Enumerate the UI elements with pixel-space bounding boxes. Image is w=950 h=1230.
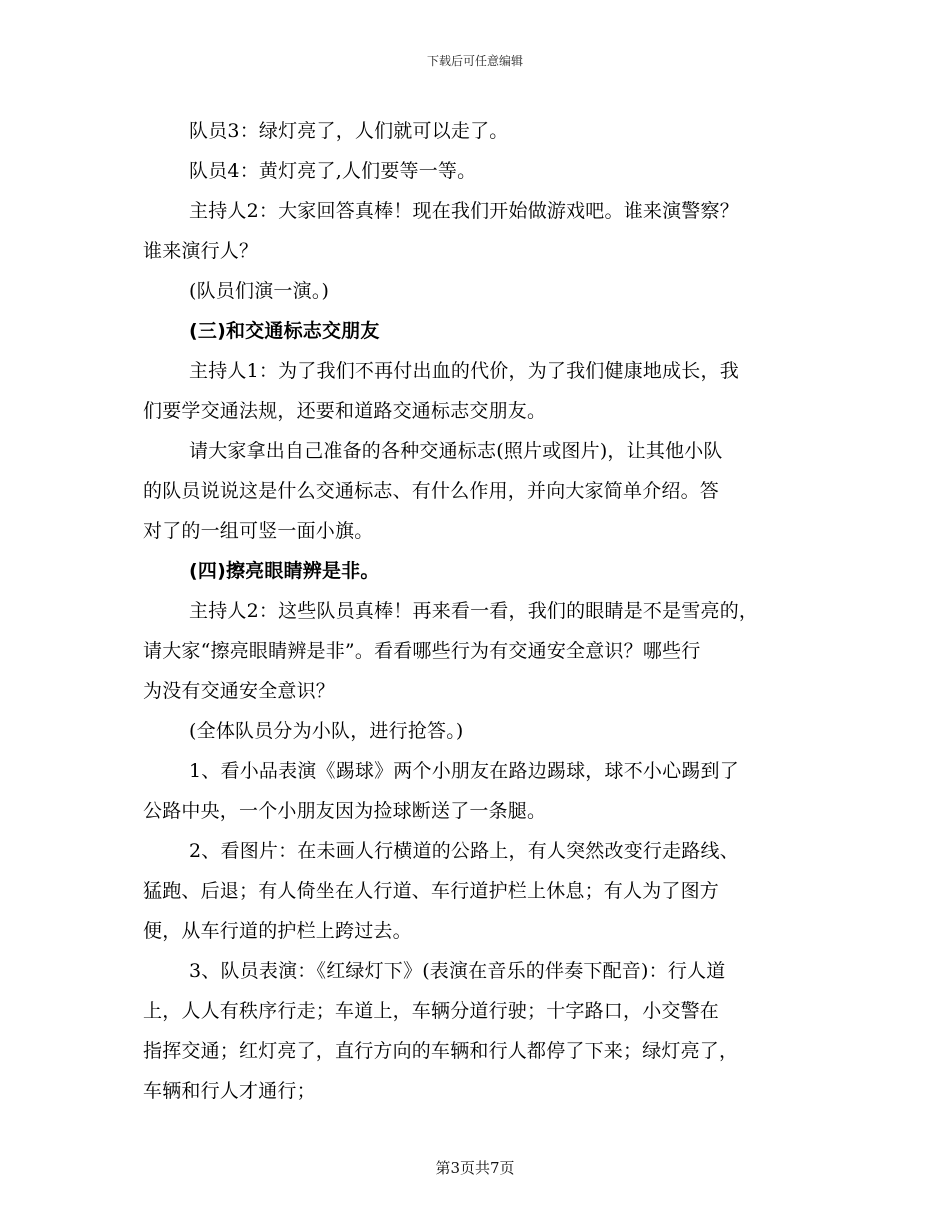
- paragraph-line: 上，人人有秩序行走；车道上，车辆分道行驶；十字路口，小交警在: [143, 1000, 720, 1022]
- paragraph-line: 1、看小品表演《踢球》两个小朋友在路边踢球，球不小心踢到了: [189, 760, 739, 782]
- paragraph-line: 队员3：绿灯亮了，人们就可以走了。: [189, 120, 509, 142]
- paragraph-line: 请大家“擦亮眼睛辨是非”。看看哪些行为有交通安全意识？哪些行: [143, 640, 701, 662]
- paragraph-line: 队员4：黄灯亮了,人们要等一等。: [189, 160, 477, 182]
- document-body: [143, 111, 823, 1111]
- paragraph-line: 为没有交通安全意识？: [143, 680, 336, 702]
- section-heading: (三)和交通标志交朋友: [189, 320, 380, 342]
- paragraph-line: 猛跑、后退；有人倚坐在人行道、车行道护栏上休息；有人为了图方: [143, 880, 720, 902]
- page-footer: 第3页共7页: [435, 1159, 515, 1177]
- paragraph-line: 谁来演行人？: [143, 240, 259, 262]
- paragraph-line: (全体队员分为小队，进行抢答。): [189, 720, 464, 742]
- page-header: 下载后可任意编辑: [426, 54, 523, 68]
- paragraph-line: 的队员说说这是什么交通标志、有什么作用，并向大家简单介绍。答: [143, 480, 720, 502]
- paragraph-line: 便，从车行道的护栏上跨过去。: [143, 920, 412, 942]
- paragraph-line: (队员们演一演。): [189, 280, 330, 302]
- paragraph-line: 3、队员表演：《红绿灯下》(表演在音乐的伴奏下配音)：行人道: [189, 960, 726, 982]
- paragraph-line: 主持人1：为了我们不再付出血的代价，为了我们健康地成长，我: [189, 360, 739, 382]
- paragraph-line: 主持人2：这些队员真棒！再来看一看，我们的眼睛是不是雪亮的，: [189, 600, 759, 622]
- paragraph-line: 们要学交通法规，还要和道路交通标志交朋友。: [143, 400, 547, 422]
- section-heading: (四)擦亮眼睛辨是非。: [189, 560, 380, 582]
- paragraph-line: 指挥交通；红灯亮了，直行方向的车辆和行人都停了下来；绿灯亮了，: [143, 1040, 739, 1062]
- paragraph-line: 主持人2：大家回答真棒！现在我们开始做游戏吧。谁来演警察？: [189, 200, 739, 222]
- paragraph-line: 2、看图片：在未画人行横道的公路上，有人突然改变行走路线、: [189, 840, 739, 862]
- paragraph-line: 公路中央，一个小朋友因为捡球断送了一条腿。: [143, 800, 547, 822]
- paragraph-line: 请大家拿出自己准备的各种交通标志(照片或图片)，让其他小队: [189, 440, 723, 462]
- paragraph-line: 对了的一组可竖一面小旗。: [143, 520, 374, 542]
- paragraph-line: 车辆和行人才通行；: [143, 1080, 316, 1102]
